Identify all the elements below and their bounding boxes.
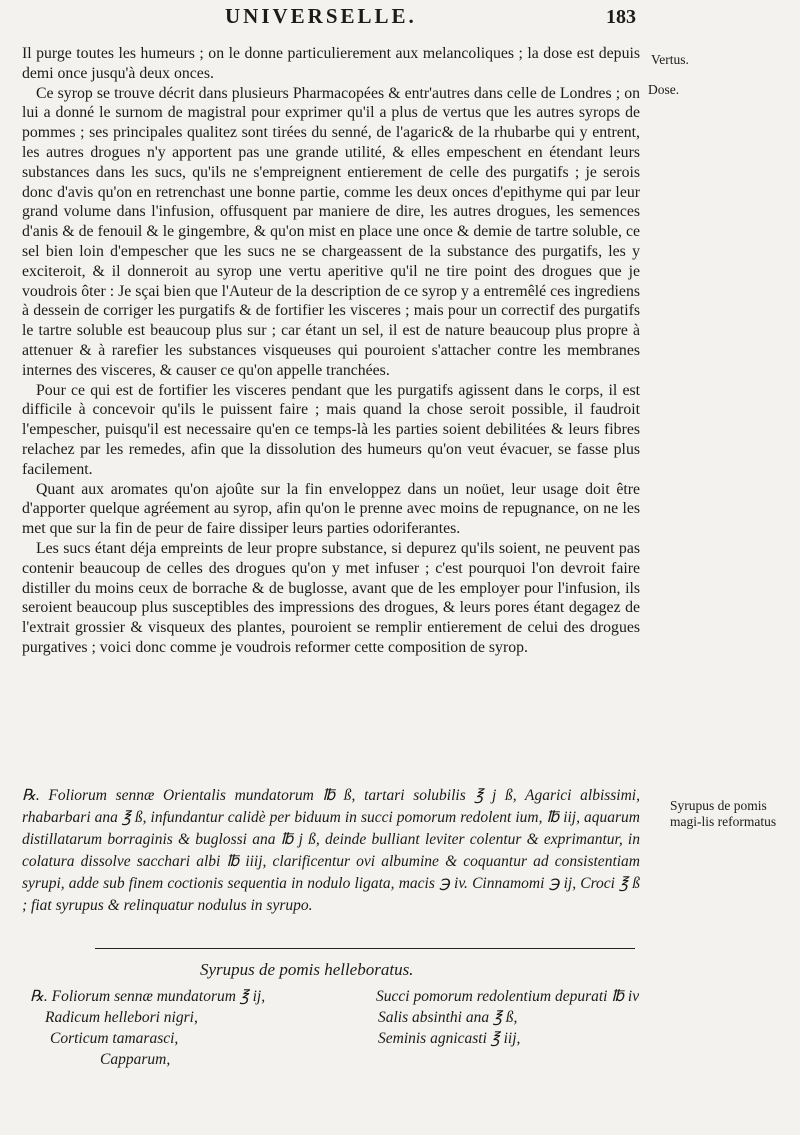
main-text <box>22 44 640 658</box>
recipe-line: Seminis agnicasti ℥ iij, <box>378 1030 521 1047</box>
paragraph-pharmacopees: Ce syrop se trouve décrit dans plusieurs Pharmacopées & entr'autres dans celle de Londres ; on lui a donné le surnom de magistral pour exprimer qu'il a plus de vertus que les autres syrops de pommes ; ses principales qualitez sont tirées du senné, de l'agaric& de la rhubarbe qui y entrent, les autres drogues n'y apportent pas une grande utilité, & elles empeschent en étendant leurs substances dans les sucs, qu'ils ne s'empreignent entierement de celle des purgatifs ; je serois donc d'avis qu'on en retrenchast une bonne partie, comme les deux onces d'epithyme qui par leur grand volume dans l'infusion, offusquent par maniere de dire, les autres drogues, les semences d'anis & de fenouil & le gingembre, & qu'on mist en place une once & demie de tartre soluble, ce sel bien loin d'empescher que les sucs ne se chargeassent de la substance des purgatifs, les y exciteroit, & il donneroit au syrop une vertu aperitive qu'il ne tire point des drogues que je voudrois ôter : Je sçai bien que l'Auteur de la description de ce syrop y a entremêlé ces ingrediens à dessein de corriger les purgatifs & de fortifier les visceres ; mais pour un correctif des purgatifs le tartre soluble est beaucoup plus sur ; car étant un sel, il est de nature beaucoup plus propre à attenuer & à rarefier les substances visqueuses qui pouroient s'attacher contre les membranes internes des visceres, & causer ce qu'on appelle tranchées. <box>22 84 640 379</box>
recipe-line: Corticum tamarasci, <box>50 1030 179 1047</box>
recipe-line: ℞. Foliorum sennæ mundatorum ℥ ij, <box>30 988 266 1005</box>
recipe-line: Capparum, <box>100 1051 171 1068</box>
subsection-title: Syrupus de pomis helleboratus. <box>200 960 414 979</box>
paragraph-sucs: Les sucs étant déja empreints de leur propre substance, si depurez qu'ils soient, ne peuvent pas contenir beaucoup de celles des drogues qu'on y met infuser ; c'est pourquoi l'on devroit faire distiller du moins ceux de borrache & de buglosse, avant que de les employer pour l'infusion, ils seroient beaucoup plus susceptibles des impressions des drogues, & leurs pores étant degagez de l'extrait grossier & visqueux des plantes, pouroient se remplir entierement de celui des drogues purgatives ; voici donc comme je voudrois reformer cette composition de syrop. <box>22 539 640 656</box>
paragraph-dose: Il purge toutes les humeurs ; on le donne particulierement aux melancoliques ; la dose est depuis demi once jusqu'à deux onces. <box>22 45 640 82</box>
recipe-right-column <box>376 986 666 1049</box>
page-number: 183 <box>606 6 636 28</box>
recipe-reformatus: ℞. Foliorum sennæ Orientalis mundatorum ℔ ß, tartari solubilis ℥ j ß, Agarici albissimi, rhabarbari ana ℥ ß, infundantur calidè per biduum in succi pomorum redolent ium, ℔ iij, aquarum distillatarum borraginis & buglossi ana ℔ j ß, deinde bulliant leviter colentur & exprimantur, in colatura dissolve sacchari albi ℔ iiij, clarificentur ovi albumine & coquantur ad consistentiam syrupi, adde sub finem coctionis sequentia in nodulo ligata, macis ℈ iv. Cinnamomi ℈ ij, Croci ℥ ß ; fiat syrupus & relinquatur nodulus in syrupo. <box>22 787 640 914</box>
recipe-left-column <box>30 986 360 1070</box>
margin-note-vertus: Vertus. <box>651 52 689 67</box>
running-head: UNIVERSELLE. <box>225 4 417 28</box>
paragraph-visceres: Pour ce qui est de fortifier les visceres pendant que les purgatifs agissent dans le corps, il est difficile à concevoir qu'ils le puissent faire ; mais quand la chose seroit possible, il faudroit l'empescher, puisqu'il est necessaire qu'en ce temps-là les parties soient debilitées & leurs fibres relachez par les remedes, afin que la dissolution des humeurs qu'on veut évacuer, se fasse plus facilement. <box>22 381 640 478</box>
margin-note-syrupus: Syrupus de pomis magi-lis reformatus <box>670 798 777 829</box>
paragraph-aromates: Quant aux aromates qu'on ajoûte sur la fin enveloppez dans un noüet, leur usage doit être d'apporter quelque agréement au syrop, afin qu'on le prenne avec moins de repugnance, on ne les met que sur la fin de peur de faire dissiper leurs parties odoriferantes. <box>22 480 640 538</box>
recipe-line: Succi pomorum redolentium depurati ℔ iv <box>376 988 640 1005</box>
recipe-line: Radicum hellebori nigri, <box>45 1009 198 1026</box>
margin-note-dose: Dose. <box>648 82 680 97</box>
section-divider <box>95 948 635 949</box>
recipe-line: Salis absinthi ana ℥ ß, <box>378 1009 518 1026</box>
